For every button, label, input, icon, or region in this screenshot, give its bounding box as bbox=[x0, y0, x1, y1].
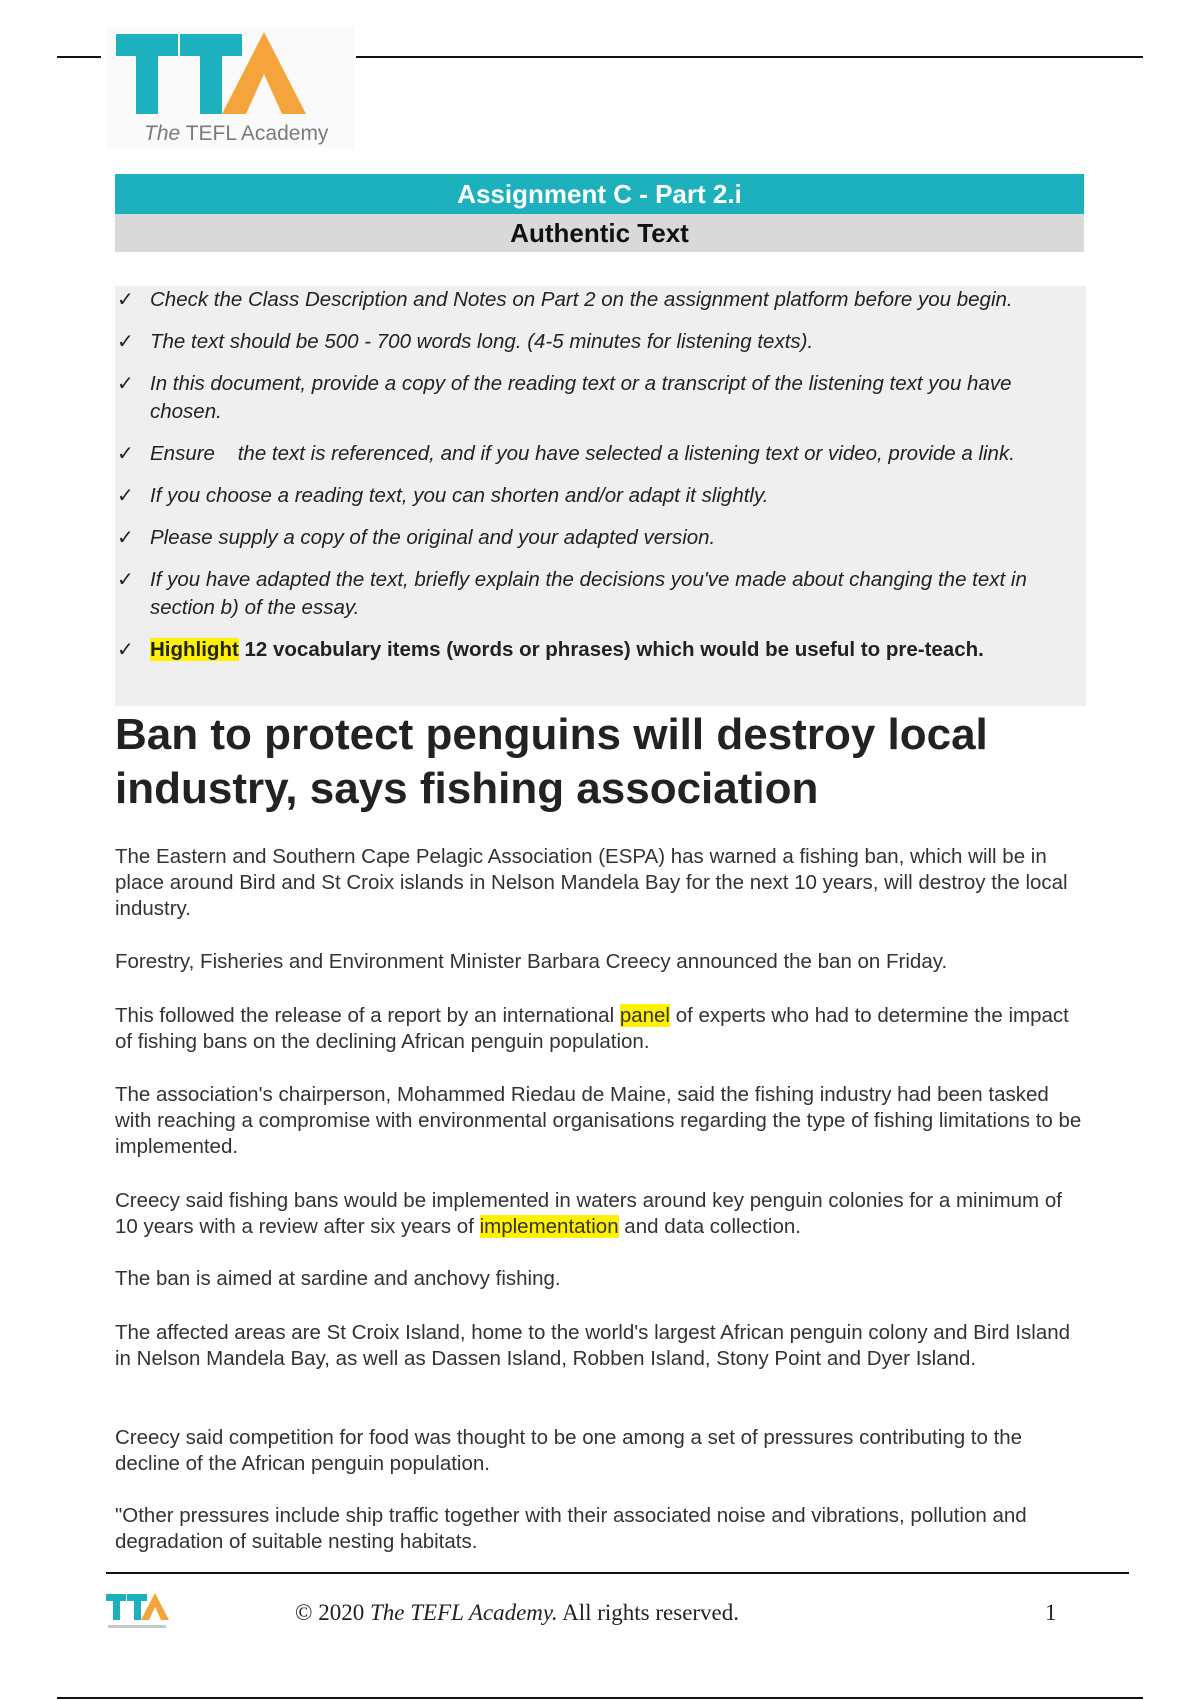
article-paragraph: The association's chairperson, Mohammed Riedau de Maine, said the fishing industry had been tasked with reaching a compromise with environmental organisations regarding the type of fishing limitations to be implemented. bbox=[115, 1083, 1082, 1158]
article-paragraph: The Eastern and Southern Cape Pelagic Association (ESPA) has warned a fishing ban, which will be in place around Bird and St Croix islands in Nelson Mandela Bay for the next 10 years, will destroy the local industry. bbox=[115, 845, 1068, 920]
page-number: 1 bbox=[1045, 1600, 1057, 1625]
check-icon: ✓ bbox=[117, 527, 134, 549]
check-icon: ✓ bbox=[117, 373, 134, 395]
check-icon: ✓ bbox=[117, 639, 134, 661]
highlighted-word: panel bbox=[619, 1004, 670, 1027]
article-headline: Ban to protect penguins will destroy local industry, says fishing association bbox=[115, 710, 988, 813]
article-paragraph: The affected areas are St Croix Island, home to the world's largest African penguin colony and Bird Island in Nelson Mandela Bay, as well as Dassen Island, Robben Island, Stony Point and Dyer Island. bbox=[115, 1321, 1071, 1370]
footer-copyright: © 2020 The TEFL Academy. All rights reserved. bbox=[295, 1600, 740, 1625]
footer-logo bbox=[104, 1592, 184, 1636]
tta-logo-mark bbox=[106, 28, 354, 124]
tta-logo bbox=[106, 28, 354, 148]
instructions-box: ✓ Check the Class Description and Notes on Part 2 on the assignment platform before you begin. ✓ The text should be 500 - 700 words long. (4-5 minutes for listening texts). ✓ In this document, provide a copy of the reading text or a transcript of the listening text you have chosen. ✓ Ensure the text is referenced, and if you have selected a listening text or video, provide a link. ✓ If you choose a reading text, you can shorten and/or adapt it slightly. ✓ Please supply a copy of the original and your adapted version. ✓ If you have adapted the text, briefly explain the decisions you've made about changing the text in section b) of the essay. ✓ Highlight 12 vocabulary items (words or phrases) which would be useful to pre-teach. bbox=[115, 286, 1086, 706]
highlighted-word: implementation bbox=[479, 1215, 619, 1238]
check-icon: ✓ bbox=[117, 443, 134, 465]
assignment-banner: Assignment C - Part 2.i bbox=[115, 174, 1084, 214]
authentic-text-banner: Authentic Text bbox=[115, 214, 1084, 252]
article-paragraph: Creecy said competition for food was thought to be one among a set of pressures contributing to the decline of the African penguin population. bbox=[115, 1426, 1023, 1475]
highlighted-word: Highlight bbox=[150, 638, 239, 661]
page-bottom-rule bbox=[57, 1697, 1143, 1699]
footer-logo-mark bbox=[104, 1592, 184, 1636]
check-icon: ✓ bbox=[117, 569, 134, 591]
article-paragraph: This followed the release of a report by an international panel of experts who had to determine the impact of fishing bans on the declining African penguin population. bbox=[115, 1004, 1069, 1053]
check-icon: ✓ bbox=[117, 331, 134, 353]
footer-rule bbox=[106, 1572, 1129, 1574]
article-paragraph: Creecy said fishing bans would be implemented in waters around key penguin colonies for a minimum of 10 years with a review after six years of implementation and data collection. bbox=[115, 1189, 1062, 1238]
article-paragraph: The ban is aimed at sardine and anchovy fishing. bbox=[115, 1267, 561, 1290]
logo-wordmark: The TEFL Academy bbox=[144, 122, 329, 145]
top-rule-right bbox=[356, 56, 1143, 58]
article-paragraph: "Other pressures include ship traffic together with their associated noise and vibrations, pollution and degradation of suitable nesting habitats. bbox=[115, 1504, 1027, 1553]
top-rule-left bbox=[57, 56, 101, 58]
check-icon: ✓ bbox=[117, 485, 134, 507]
article-paragraph: Forestry, Fisheries and Environment Minister Barbara Creecy announced the ban on Friday. bbox=[115, 950, 948, 973]
check-icon: ✓ bbox=[117, 289, 134, 311]
